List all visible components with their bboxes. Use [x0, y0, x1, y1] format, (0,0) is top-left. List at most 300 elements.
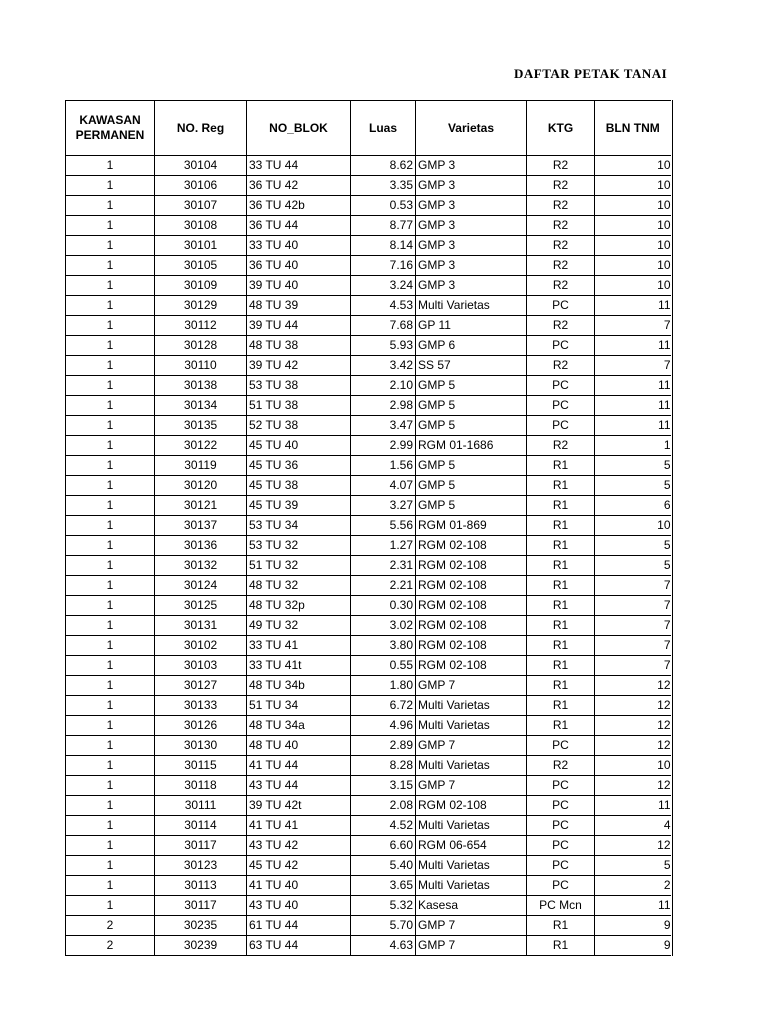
no-blok-cell: 63 TU 44 — [247, 936, 351, 956]
table-row — [66, 936, 671, 956]
table-row — [66, 836, 671, 856]
ktg-cell: R1 — [527, 636, 595, 656]
no-blok-cell: 53 TU 34 — [247, 516, 351, 536]
bln-tnm-cell: 10 — [595, 756, 671, 776]
ktg-cell: R2 — [527, 236, 595, 256]
column-header-luas: Luas — [351, 101, 416, 156]
ktg-cell: R1 — [527, 916, 595, 936]
luas-cell: 5.40 — [351, 856, 416, 876]
kawasan-cell: 1 — [66, 356, 155, 376]
luas-cell: 4.53 — [351, 296, 416, 316]
ktg-cell: R2 — [527, 436, 595, 456]
kawasan-cell: 1 — [66, 536, 155, 556]
luas-cell: 4.96 — [351, 716, 416, 736]
bln-tnm-cell: 9 — [595, 916, 671, 936]
bln-tnm-cell: 5 — [595, 476, 671, 496]
ktg-cell: PC — [527, 856, 595, 876]
column-header-bln-tnm: BLN TNM — [595, 101, 671, 156]
no-reg-cell: 30102 — [155, 636, 247, 656]
no-blok-cell: 39 TU 40 — [247, 276, 351, 296]
table-row — [66, 856, 671, 876]
varietas-cell: GMP 5 — [416, 456, 527, 476]
table-row — [66, 896, 671, 916]
bln-tnm-cell: 11 — [595, 376, 671, 396]
bln-tnm-cell: 12 — [595, 716, 671, 736]
ktg-cell: PC — [527, 796, 595, 816]
table-row — [66, 716, 671, 736]
luas-cell: 7.68 — [351, 316, 416, 336]
bln-tnm-cell: 12 — [595, 736, 671, 756]
ktg-cell: PC — [527, 336, 595, 356]
no-blok-cell: 33 TU 41 — [247, 636, 351, 656]
luas-cell: 4.63 — [351, 936, 416, 956]
ktg-cell: R1 — [527, 656, 595, 676]
kawasan-cell: 1 — [66, 456, 155, 476]
table-body — [66, 156, 671, 956]
ktg-cell: PC — [527, 416, 595, 436]
ktg-cell: R1 — [527, 456, 595, 476]
no-blok-cell: 48 TU 32 — [247, 576, 351, 596]
varietas-cell: GMP 7 — [416, 776, 527, 796]
ktg-cell: R1 — [527, 556, 595, 576]
ktg-cell: R1 — [527, 516, 595, 536]
ktg-cell: R1 — [527, 476, 595, 496]
luas-cell: 0.53 — [351, 196, 416, 216]
kawasan-cell: 1 — [66, 436, 155, 456]
table-row — [66, 336, 671, 356]
luas-cell: 0.55 — [351, 656, 416, 676]
table-row — [66, 636, 671, 656]
ktg-cell: R2 — [527, 316, 595, 336]
kawasan-cell: 1 — [66, 296, 155, 316]
no-reg-cell: 30133 — [155, 696, 247, 716]
no-blok-cell: 36 TU 42b — [247, 196, 351, 216]
table-row — [66, 536, 671, 556]
ktg-cell: R1 — [527, 936, 595, 956]
varietas-cell: RGM 02-108 — [416, 556, 527, 576]
bln-tnm-cell: 12 — [595, 776, 671, 796]
luas-cell: 0.30 — [351, 596, 416, 616]
table-row — [66, 656, 671, 676]
no-blok-cell: 39 TU 44 — [247, 316, 351, 336]
luas-cell: 5.70 — [351, 916, 416, 936]
table-row — [66, 596, 671, 616]
column-header-no-reg: NO. Reg — [155, 101, 247, 156]
luas-cell: 2.08 — [351, 796, 416, 816]
kawasan-cell: 1 — [66, 576, 155, 596]
kawasan-cell: 1 — [66, 896, 155, 916]
table-row — [66, 296, 671, 316]
no-blok-cell: 48 TU 40 — [247, 736, 351, 756]
ktg-cell: PC — [527, 296, 595, 316]
no-reg-cell: 30126 — [155, 716, 247, 736]
varietas-cell: GMP 5 — [416, 396, 527, 416]
no-reg-cell: 30128 — [155, 336, 247, 356]
table-row — [66, 436, 671, 456]
table-row — [66, 376, 671, 396]
ktg-cell: R1 — [527, 576, 595, 596]
kawasan-cell: 1 — [66, 476, 155, 496]
ktg-cell: PC — [527, 816, 595, 836]
no-blok-cell: 48 TU 38 — [247, 336, 351, 356]
bln-tnm-cell: 12 — [595, 836, 671, 856]
ktg-cell: R1 — [527, 496, 595, 516]
bln-tnm-cell: 7 — [595, 576, 671, 596]
bln-tnm-cell: 7 — [595, 636, 671, 656]
no-reg-cell: 30129 — [155, 296, 247, 316]
varietas-cell: RGM 01-869 — [416, 516, 527, 536]
kawasan-cell: 1 — [66, 336, 155, 356]
ktg-cell: R2 — [527, 156, 595, 176]
ktg-cell: R1 — [527, 696, 595, 716]
varietas-cell: GMP 6 — [416, 336, 527, 356]
no-blok-cell: 43 TU 42 — [247, 836, 351, 856]
luas-cell: 8.62 — [351, 156, 416, 176]
varietas-cell: GMP 7 — [416, 936, 527, 956]
luas-cell: 1.27 — [351, 536, 416, 556]
kawasan-cell: 1 — [66, 176, 155, 196]
varietas-cell: GMP 3 — [416, 176, 527, 196]
table-row — [66, 356, 671, 376]
no-reg-cell: 30136 — [155, 536, 247, 556]
data-table — [65, 100, 671, 956]
luas-cell: 5.56 — [351, 516, 416, 536]
table-row — [66, 736, 671, 756]
kawasan-cell: 1 — [66, 416, 155, 436]
no-reg-cell: 30134 — [155, 396, 247, 416]
no-reg-cell: 30124 — [155, 576, 247, 596]
bln-tnm-cell: 9 — [595, 936, 671, 956]
varietas-cell: RGM 02-108 — [416, 656, 527, 676]
varietas-cell: Multi Varietas — [416, 876, 527, 896]
luas-cell: 3.47 — [351, 416, 416, 436]
kawasan-cell: 1 — [66, 376, 155, 396]
table-row — [66, 476, 671, 496]
table-row — [66, 256, 671, 276]
bln-tnm-cell: 7 — [595, 596, 671, 616]
no-blok-cell: 61 TU 44 — [247, 916, 351, 936]
no-blok-cell: 33 TU 44 — [247, 156, 351, 176]
ktg-cell: PC — [527, 876, 595, 896]
varietas-cell: Multi Varietas — [416, 816, 527, 836]
luas-cell: 4.52 — [351, 816, 416, 836]
no-reg-cell: 30110 — [155, 356, 247, 376]
luas-cell: 1.80 — [351, 676, 416, 696]
kawasan-cell: 1 — [66, 616, 155, 636]
varietas-cell: GMP 5 — [416, 376, 527, 396]
varietas-cell: SS 57 — [416, 356, 527, 376]
bln-tnm-cell: 4 — [595, 816, 671, 836]
no-reg-cell: 30114 — [155, 816, 247, 836]
table-row — [66, 236, 671, 256]
luas-cell: 3.35 — [351, 176, 416, 196]
no-blok-cell: 51 TU 34 — [247, 696, 351, 716]
varietas-cell: RGM 02-108 — [416, 576, 527, 596]
table-row — [66, 576, 671, 596]
varietas-cell: GMP 3 — [416, 236, 527, 256]
luas-cell: 5.93 — [351, 336, 416, 356]
luas-cell: 3.42 — [351, 356, 416, 376]
no-reg-cell: 30122 — [155, 436, 247, 456]
luas-cell: 4.07 — [351, 476, 416, 496]
no-reg-cell: 30239 — [155, 936, 247, 956]
no-blok-cell: 51 TU 32 — [247, 556, 351, 576]
varietas-cell: RGM 02-108 — [416, 636, 527, 656]
no-reg-cell: 30132 — [155, 556, 247, 576]
no-blok-cell: 52 TU 38 — [247, 416, 351, 436]
luas-cell: 6.60 — [351, 836, 416, 856]
no-reg-cell: 30137 — [155, 516, 247, 536]
bln-tnm-cell: 10 — [595, 516, 671, 536]
luas-cell: 2.98 — [351, 396, 416, 416]
kawasan-cell: 1 — [66, 516, 155, 536]
no-reg-cell: 30103 — [155, 656, 247, 676]
kawasan-cell: 1 — [66, 636, 155, 656]
kawasan-cell: 1 — [66, 876, 155, 896]
kawasan-cell: 1 — [66, 556, 155, 576]
no-reg-cell: 30235 — [155, 916, 247, 936]
bln-tnm-cell: 10 — [595, 196, 671, 216]
ktg-cell: R2 — [527, 276, 595, 296]
no-reg-cell: 30135 — [155, 416, 247, 436]
no-reg-cell: 30120 — [155, 476, 247, 496]
bln-tnm-cell: 11 — [595, 396, 671, 416]
luas-cell: 3.27 — [351, 496, 416, 516]
no-reg-cell: 30119 — [155, 456, 247, 476]
varietas-cell: GMP 5 — [416, 476, 527, 496]
ktg-cell: PC — [527, 736, 595, 756]
bln-tnm-cell: 10 — [595, 216, 671, 236]
luas-cell: 7.16 — [351, 256, 416, 276]
table-row — [66, 496, 671, 516]
kawasan-cell: 1 — [66, 496, 155, 516]
no-blok-cell: 39 TU 42t — [247, 796, 351, 816]
no-reg-cell: 30115 — [155, 756, 247, 776]
no-reg-cell: 30117 — [155, 836, 247, 856]
bln-tnm-cell: 1 — [595, 436, 671, 456]
varietas-cell: GMP 3 — [416, 196, 527, 216]
table-row — [66, 556, 671, 576]
luas-cell: 6.72 — [351, 696, 416, 716]
bln-tnm-cell: 12 — [595, 676, 671, 696]
ktg-cell: R2 — [527, 756, 595, 776]
no-blok-cell: 45 TU 38 — [247, 476, 351, 496]
no-reg-cell: 30138 — [155, 376, 247, 396]
luas-cell: 3.02 — [351, 616, 416, 636]
no-blok-cell: 45 TU 40 — [247, 436, 351, 456]
varietas-cell: RGM 01-1686 — [416, 436, 527, 456]
kawasan-cell: 1 — [66, 216, 155, 236]
no-blok-cell: 45 TU 36 — [247, 456, 351, 476]
table-row — [66, 276, 671, 296]
kawasan-cell: 1 — [66, 276, 155, 296]
ktg-cell: R1 — [527, 616, 595, 636]
column-header-ktg: KTG — [527, 101, 595, 156]
no-blok-cell: 39 TU 42 — [247, 356, 351, 376]
no-reg-cell: 30130 — [155, 736, 247, 756]
luas-cell: 8.14 — [351, 236, 416, 256]
kawasan-cell: 2 — [66, 936, 155, 956]
table-row — [66, 456, 671, 476]
bln-tnm-cell: 11 — [595, 296, 671, 316]
varietas-cell: RGM 02-108 — [416, 796, 527, 816]
kawasan-cell: 1 — [66, 396, 155, 416]
bln-tnm-cell: 5 — [595, 856, 671, 876]
bln-tnm-cell: 11 — [595, 796, 671, 816]
table-row — [66, 916, 671, 936]
varietas-cell: GMP 3 — [416, 276, 527, 296]
bln-tnm-cell: 7 — [595, 356, 671, 376]
varietas-cell: GMP 3 — [416, 156, 527, 176]
ktg-cell: R2 — [527, 216, 595, 236]
table-row — [66, 416, 671, 436]
ktg-cell: R1 — [527, 536, 595, 556]
table-row — [66, 156, 671, 176]
varietas-cell: Multi Varietas — [416, 856, 527, 876]
bln-tnm-cell: 2 — [595, 876, 671, 896]
no-blok-cell: 48 TU 34b — [247, 676, 351, 696]
bln-tnm-cell: 10 — [595, 176, 671, 196]
no-blok-cell: 41 TU 44 — [247, 756, 351, 776]
no-blok-cell: 41 TU 40 — [247, 876, 351, 896]
table-row — [66, 816, 671, 836]
varietas-cell: Kasesa — [416, 896, 527, 916]
luas-cell: 3.65 — [351, 876, 416, 896]
ktg-cell: R1 — [527, 596, 595, 616]
bln-tnm-cell: 10 — [595, 256, 671, 276]
luas-cell: 1.56 — [351, 456, 416, 476]
luas-cell: 3.24 — [351, 276, 416, 296]
bln-tnm-cell: 11 — [595, 416, 671, 436]
bln-tnm-cell: 11 — [595, 336, 671, 356]
kawasan-cell: 1 — [66, 696, 155, 716]
kawasan-cell: 1 — [66, 836, 155, 856]
bln-tnm-cell: 5 — [595, 556, 671, 576]
ktg-cell: PC Mcn — [527, 896, 595, 916]
no-reg-cell: 30118 — [155, 776, 247, 796]
bln-tnm-cell: 5 — [595, 536, 671, 556]
no-blok-cell: 36 TU 40 — [247, 256, 351, 276]
kawasan-cell: 1 — [66, 796, 155, 816]
table-row — [66, 316, 671, 336]
table-row — [66, 396, 671, 416]
no-reg-cell: 30106 — [155, 176, 247, 196]
varietas-cell: Multi Varietas — [416, 296, 527, 316]
kawasan-cell: 1 — [66, 256, 155, 276]
luas-cell: 3.80 — [351, 636, 416, 656]
no-blok-cell: 43 TU 44 — [247, 776, 351, 796]
luas-cell: 2.31 — [351, 556, 416, 576]
luas-cell: 8.77 — [351, 216, 416, 236]
no-reg-cell: 30125 — [155, 596, 247, 616]
no-blok-cell: 41 TU 41 — [247, 816, 351, 836]
table-row — [66, 676, 671, 696]
ktg-cell: R1 — [527, 676, 595, 696]
bln-tnm-cell: 7 — [595, 656, 671, 676]
no-reg-cell: 30104 — [155, 156, 247, 176]
no-blok-cell: 36 TU 42 — [247, 176, 351, 196]
kawasan-cell: 1 — [66, 196, 155, 216]
no-reg-cell: 30112 — [155, 316, 247, 336]
bln-tnm-cell: 12 — [595, 696, 671, 716]
bln-tnm-cell: 6 — [595, 496, 671, 516]
no-reg-cell: 30109 — [155, 276, 247, 296]
varietas-cell: Multi Varietas — [416, 696, 527, 716]
varietas-cell: RGM 02-108 — [416, 536, 527, 556]
no-blok-cell: 36 TU 44 — [247, 216, 351, 236]
no-reg-cell: 30101 — [155, 236, 247, 256]
no-blok-cell: 51 TU 38 — [247, 396, 351, 416]
bln-tnm-cell: 10 — [595, 236, 671, 256]
varietas-cell: GMP 3 — [416, 216, 527, 236]
varietas-cell: GP 11 — [416, 316, 527, 336]
table-row — [66, 516, 671, 536]
luas-cell: 2.21 — [351, 576, 416, 596]
luas-cell: 2.89 — [351, 736, 416, 756]
no-reg-cell: 30107 — [155, 196, 247, 216]
kawasan-cell: 2 — [66, 916, 155, 936]
table-row — [66, 756, 671, 776]
no-reg-cell: 30123 — [155, 856, 247, 876]
varietas-cell: GMP 5 — [416, 416, 527, 436]
varietas-cell: GMP 7 — [416, 736, 527, 756]
kawasan-cell: 1 — [66, 676, 155, 696]
ktg-cell: PC — [527, 396, 595, 416]
luas-cell: 5.32 — [351, 896, 416, 916]
bln-tnm-cell: 10 — [595, 276, 671, 296]
varietas-cell: GMP 5 — [416, 496, 527, 516]
page-title: DAFTAR PETAK TANAI — [514, 66, 668, 81]
ktg-cell: PC — [527, 376, 595, 396]
kawasan-cell: 1 — [66, 816, 155, 836]
no-reg-cell: 30117 — [155, 896, 247, 916]
table-row — [66, 616, 671, 636]
varietas-cell: Multi Varietas — [416, 756, 527, 776]
ktg-cell: R2 — [527, 196, 595, 216]
no-blok-cell: 53 TU 38 — [247, 376, 351, 396]
luas-cell: 2.10 — [351, 376, 416, 396]
column-header-no-blok: NO_BLOK — [247, 101, 351, 156]
kawasan-cell: 1 — [66, 316, 155, 336]
no-blok-cell: 49 TU 32 — [247, 616, 351, 636]
ktg-cell: PC — [527, 836, 595, 856]
kawasan-cell: 1 — [66, 656, 155, 676]
no-blok-cell: 43 TU 40 — [247, 896, 351, 916]
luas-cell: 3.15 — [351, 776, 416, 796]
varietas-cell: Multi Varietas — [416, 716, 527, 736]
kawasan-cell: 1 — [66, 856, 155, 876]
bln-tnm-cell: 5 — [595, 456, 671, 476]
table-row — [66, 776, 671, 796]
no-blok-cell: 48 TU 32p — [247, 596, 351, 616]
ktg-cell: R2 — [527, 256, 595, 276]
varietas-cell: GMP 7 — [416, 676, 527, 696]
varietas-cell: GMP 7 — [416, 916, 527, 936]
table-row — [66, 696, 671, 716]
bln-tnm-cell: 11 — [595, 896, 671, 916]
no-blok-cell: 53 TU 32 — [247, 536, 351, 556]
no-reg-cell: 30111 — [155, 796, 247, 816]
no-reg-cell: 30127 — [155, 676, 247, 696]
bln-tnm-cell: 7 — [595, 316, 671, 336]
no-reg-cell: 30108 — [155, 216, 247, 236]
kawasan-cell: 1 — [66, 236, 155, 256]
no-blok-cell: 48 TU 39 — [247, 296, 351, 316]
kawasan-cell: 1 — [66, 716, 155, 736]
ktg-cell: R1 — [527, 716, 595, 736]
ktg-cell: R2 — [527, 356, 595, 376]
kawasan-cell: 1 — [66, 776, 155, 796]
